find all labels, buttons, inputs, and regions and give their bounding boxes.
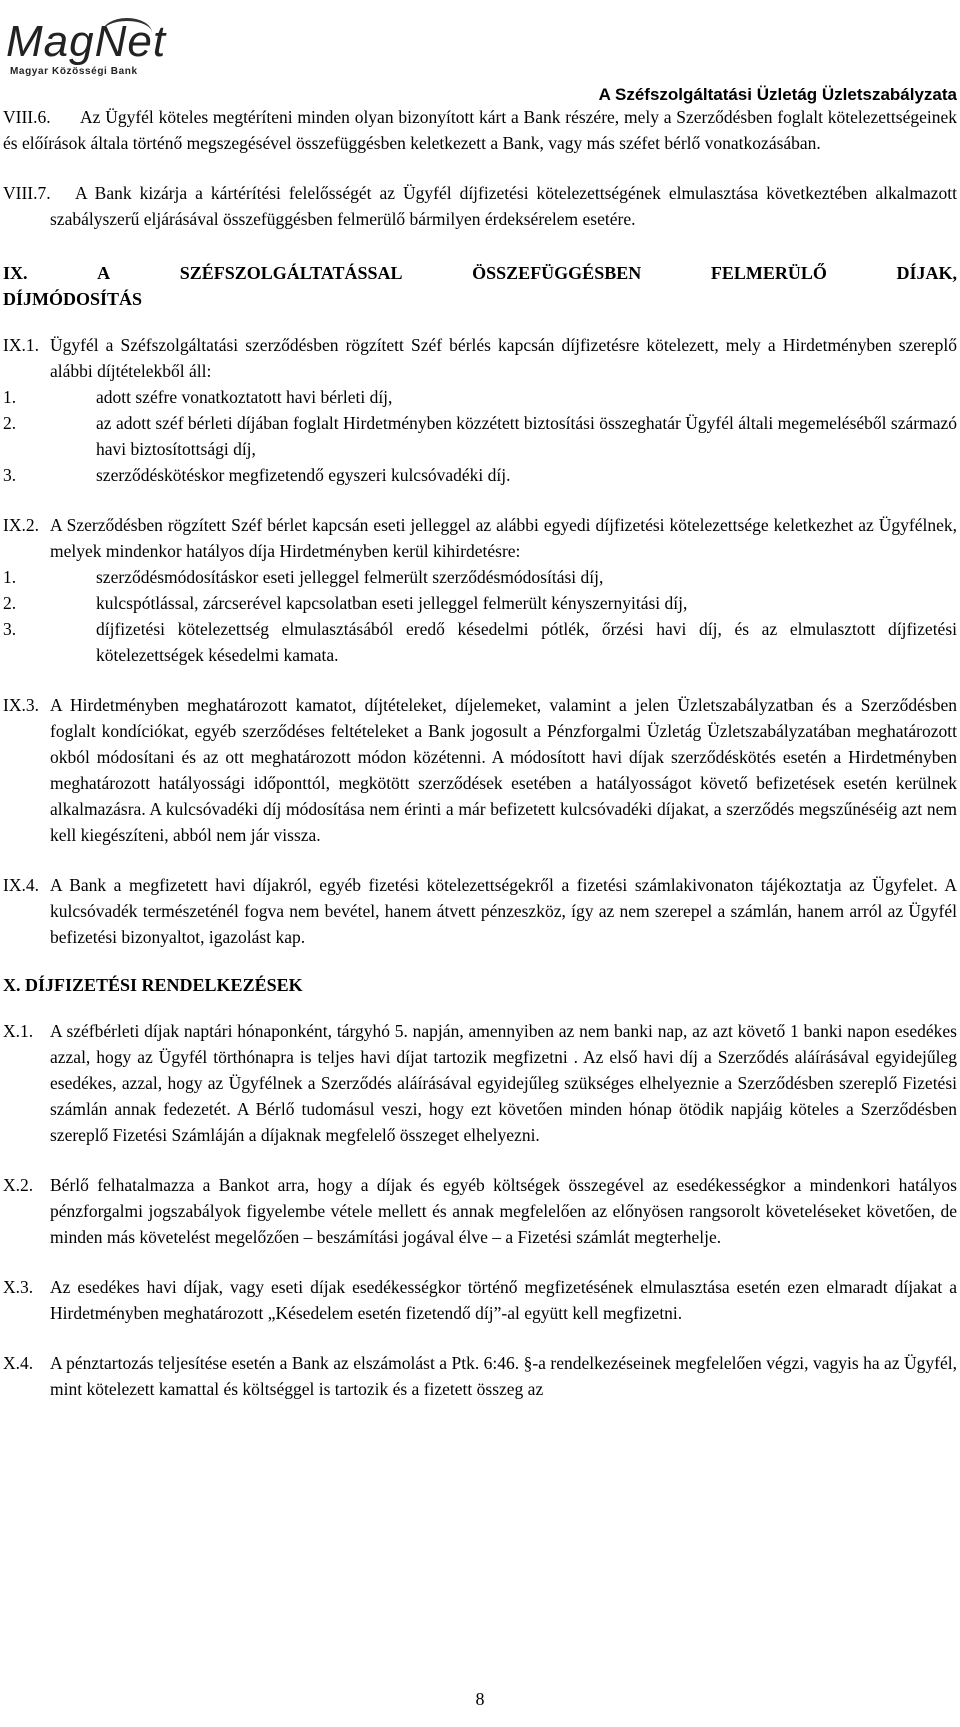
logo-subtitle: Magyar Közösségi Bank — [10, 66, 138, 77]
section-x-1 — [3, 1018, 957, 1148]
section-number: IX.1. — [3, 335, 39, 355]
section-number: IX.3. — [3, 695, 39, 715]
section-ix-2 — [3, 512, 957, 564]
section-text: A Bank a megfizetett havi díjakról, egyéb fizetési kötelezettségekről a fizetési számlakivonaton tájékoztatja az Ügyfelet. A kulcsóvadék természeténél fogva nem bevétel, hanem átvett pénzeszköz, így az nem szerepel a számlán, hanem arról az Ügyfél befizetési bizonyaltot, igazolást kap. — [50, 875, 957, 947]
heading-line-2: DÍJMÓDOSÍTÁS — [3, 289, 143, 309]
section-x-4 — [3, 1350, 957, 1402]
section-text: A Szerződésben rögzített Széf bérlet kapcsán eseti jelleggel az alábbi egyedi díjfizetési kötelezettsége keletkezhet az Ügyfélnek, melyek mindenkor hatályos díja Hirdetményben kerül kihirdetésre: — [50, 515, 957, 561]
section-number: X.1. — [3, 1021, 34, 1041]
section-viii-6 — [3, 104, 957, 156]
document-body — [3, 104, 957, 1402]
section-number: X.4. — [3, 1353, 34, 1373]
list-item: 2. kulcspótlással, zárcserével kapcsolatban eseti jelleggel felmerült kényszernyitási díj, — [3, 593, 688, 613]
section-text: Ügyfél a Széfszolgáltatási szerződésben rögzített Széf bérlés kapcsán díjfizetésre kötelezett, mely a Hirdetményben szereplő alábbi díjtételekből áll: — [50, 335, 957, 381]
list-item: 2. az adott széf bérleti díjában foglalt Hirdetményben közzétett biztosítási összeghatár Ügyfél általi megemeléséből származó havi biztosítottsági díj, — [3, 413, 957, 459]
section-number: VIII.6. — [3, 107, 51, 127]
logo-arc-icon — [102, 18, 152, 48]
section-text: A Hirdetményben meghatározott kamatot, díjtételeket, díjelemeket, valamint a jelen Üzletszabályzatban és a Szerződésben foglalt kondíciókat, egyéb szerződéses feltételeket a Bank jogosult a Pénzforgalmi Üzletág Üzletszabályzatában meghatározott okból módosítani és az ott meghatározott módon közétenni. A módosított havi díjak szerződéskötés esetén a Hirdetményben meghatározott hatályossági időponttól, megkötött szerződések esetében a hatályosságot követő befizetések esetén kerülnek alkalmazásra. A kulcsóvadéki díj módosítása nem érinti a már befizetett kulcsóvadéki díjakat, a szerződés megszűnéséig azt nem kell kiegészíteni, abból nem jár vissza. — [50, 695, 957, 845]
list-item: 3. szerződéskötéskor megfizetendő egyszeri kulcsóvadéki díj. — [3, 465, 511, 485]
section-x-2 — [3, 1172, 957, 1250]
section-ix-3 — [3, 692, 957, 848]
section-number: IX.2. — [3, 515, 39, 535]
section-number: IX.4. — [3, 875, 39, 895]
section-text: Bérlő felhatalmazza a Bankot arra, hogy a díjak és egyéb költségek összegével az esedékességkor a mindenkori hatályos pénzforgalmi jogszabályok figyelembe vétele mellett és annak megfelelően az előnyösen rangsorolt követeléseket követően, de minden más követelést megelőzően – beszámítási jogával élve – a Fizetési számlát megterhelje. — [50, 1175, 957, 1247]
bank-logo — [6, 18, 166, 90]
section-ix-heading — [3, 260, 957, 312]
page-number: 8 — [475, 1689, 485, 1709]
section-text: Az Ügyfél köteles megtéríteni minden olyan bizonyított kárt a Bank részére, mely a Szerződésben foglalt kötelezettségeinek és előírások általa történő megszegésével összefüggésben keletkezett a Bank, vagy más széfet bérlő vonatkozásában. — [3, 107, 957, 153]
list-item: 1. adott széfre vonatkoztatott havi bérleti díj, — [3, 387, 393, 407]
ix-1-list — [3, 384, 957, 488]
section-x-3 — [3, 1274, 957, 1326]
heading-line-1: IX. A SZÉFSZOLGÁLTATÁSSAL ÖSSZEFÜGGÉSBEN FELMERÜLŐ DÍJAK, — [3, 263, 957, 283]
section-viii-7 — [3, 180, 957, 232]
section-x-heading: X. DÍJFIZETÉSI RENDELKEZÉSEK — [3, 975, 303, 995]
section-text: A Bank kizárja a kártérítési felelősségét az Ügyfél díjfizetési kötelezettségének elmulasztása következtében alkalmazott szabályszerű eljárásával összefüggésben felmerülő bármilyen érdeksérelem esetére. — [50, 183, 957, 229]
section-text: Az esedékes havi díjak, vagy eseti díjak esedékességkor történő megfizetésének elmulasztása esetén ezen elmaradt díjakat a Hirdetményben meghatározott „Késedelem esetén fizetendő díj”-al együtt kell megfizetni. — [50, 1277, 957, 1323]
list-item: 3. díjfizetési kötelezettség elmulasztásából eredő késedelmi pótlék, őrzési havi díj, és az elmulasztott díjfizetési kötelezettségek késedelmi kamata. — [3, 619, 957, 665]
section-ix-1 — [3, 332, 957, 384]
ix-2-list — [3, 564, 957, 668]
section-number: X.3. — [3, 1277, 34, 1297]
document-title: A Széfszolgáltatási Üzletág Üzletszabályzata — [598, 85, 957, 104]
section-ix-4 — [3, 872, 957, 950]
section-number: X.2. — [3, 1175, 34, 1195]
logo-wordmark: MagNet — [6, 17, 167, 66]
section-text: A széfbérleti díjak naptári hónaponként, tárgyhó 5. napján, amennyiben az nem banki nap, az azt követő 1 banki napon esedékes azzal, hogy az Ügyfél törthónapra is teljes havi díjat tartozik megfizetni . Az első havi díj a Szerződés aláírásával egyidejűleg esedékes, azzal, hogy az Ügyfélnek a Szerződés aláírásával egyidejűleg szükséges elhelyeznie a Szerződésben szereplő Fizetési számlán annak fedezetét. A Bérlő tudomásul veszi, hogy ezt követően minden hónap ötödik napjáig köteles a Szerződésben szereplő Fizetési Számláján a díjaknak megfelelő összeget elhelyezni. — [50, 1021, 957, 1145]
list-item: 1. szerződésmódosításkor eseti jelleggel felmerült szerződésmódosítási díj, — [3, 567, 604, 587]
section-text: A pénztartozás teljesítése esetén a Bank az elszámolást a Ptk. 6:46. §-a rendelkezéseinek megfelelően végzi, vagyis ha az Ügyfél, mint kötelezett kamattal és költséggel is tartozik és a fizetett összeg az — [50, 1353, 957, 1399]
section-number: VIII.7. — [3, 183, 51, 203]
